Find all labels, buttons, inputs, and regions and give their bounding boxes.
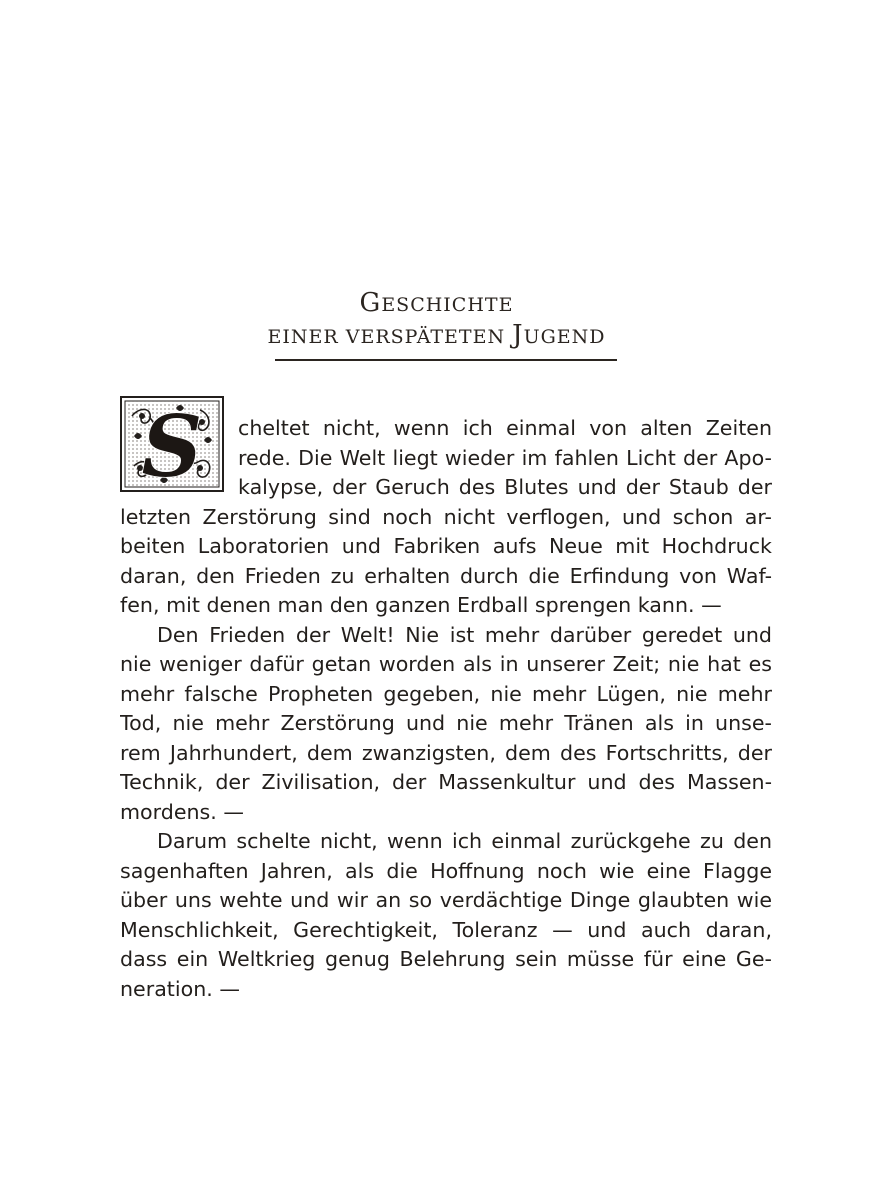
chapter-body-text bbox=[120, 414, 772, 1004]
text-line: rede. Die Welt liegt wieder im fahlen Licht der Apo- bbox=[238, 445, 772, 470]
text-line: Den Frieden der Welt! Nie ist mehr darüber geredet und bbox=[157, 622, 772, 647]
title-part-c: TETEN bbox=[430, 326, 513, 348]
text-line: über uns wehte und wir an so verdächtige Dinge glaubten wie bbox=[120, 888, 772, 912]
text-line: cheltet nicht, wenn ich einmal von alten Zeiten bbox=[238, 416, 772, 440]
text-line: rem Jahrhundert, dem zwanzigsten, dem des Fortschritts, der bbox=[120, 740, 772, 765]
text-line: neration. — bbox=[120, 976, 240, 1001]
text-line: mehr falsche Propheten gegeben, nie mehr Lügen, nie mehr bbox=[120, 681, 772, 706]
text-line: letzten Zerstörung sind noch nicht verflogen, und schon ar- bbox=[120, 504, 772, 529]
text-line: Darum schelte nicht, wenn ich einmal zurückgehe zu den bbox=[157, 829, 772, 853]
text-line: sagenhaften Jahren, als die Hoffnung noch wie eine Flagge bbox=[120, 858, 772, 883]
chapter-title bbox=[0, 288, 873, 352]
title-part-a: EINER VERSP bbox=[267, 326, 417, 348]
title-underline-rule bbox=[275, 359, 617, 361]
title-word-geschichte: ESCHICHTE bbox=[381, 294, 514, 316]
text-line: nie weniger dafür getan worden als in unserer Zeit; nie hat es bbox=[120, 652, 772, 676]
text-line: mordens. — bbox=[120, 799, 244, 824]
title-part-d: UGEND bbox=[523, 326, 606, 348]
text-line: daran, den Frieden zu erhalten durch die Erfindung von Waf- bbox=[120, 563, 772, 588]
title-part-b: Ä bbox=[416, 326, 431, 348]
text-line: Tod, nie mehr Zerstörung und nie mehr Tränen als in unse- bbox=[120, 711, 772, 735]
chapter-title-line-2 bbox=[0, 320, 873, 352]
text-line: dass ein Weltkrieg genug Belehrung sein müsse für eine Ge- bbox=[120, 947, 772, 971]
chapter-title-line-1 bbox=[0, 288, 873, 320]
text-line: fen, mit denen man den ganzen Erdball sprengen kann. — bbox=[120, 593, 722, 617]
title-initial-g: G bbox=[359, 288, 382, 318]
dropcap-letter: S bbox=[141, 397, 203, 492]
text-line: Technik, der Zivilisation, der Massenkultur und des Massen- bbox=[120, 770, 772, 794]
text-line: kalypse, der Geruch des Blutes und der Staub der bbox=[238, 475, 772, 499]
text-line: Menschlichkeit, Gerechtigkeit, Toleranz — und auch daran, bbox=[120, 917, 772, 942]
text-line: beiten Laboratorien und Fabriken aufs Neue mit Hochdruck bbox=[120, 534, 772, 558]
title-initial-j: J bbox=[512, 320, 524, 350]
